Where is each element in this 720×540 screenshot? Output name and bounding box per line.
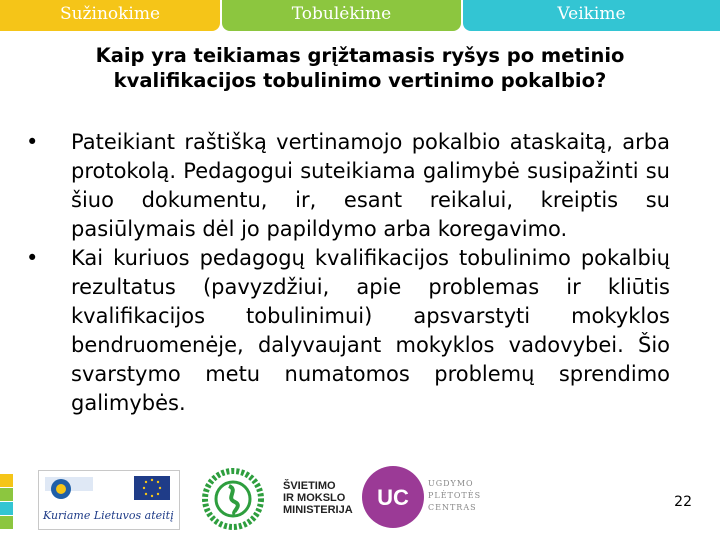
strip-block bbox=[0, 474, 13, 487]
ministry-logo bbox=[195, 468, 355, 530]
page-number: 22 bbox=[674, 494, 692, 510]
upc-line: UGDYMO bbox=[428, 479, 474, 488]
slide-title bbox=[60, 43, 660, 93]
upc-line: CENTRAS bbox=[428, 503, 477, 512]
bullet-item bbox=[26, 128, 670, 244]
bullet-text: Kai kuriuos pedagogų kvalifikacijos tobulinimo pokalbių rezultatus (pavyzdžiui, apie problemas ir kliūtis kvalifikacijos tobulinimui) apsvarstyti mokyklos bendruomenėje, dalyvaujant mokyklos vadovybei. Šio svarstymo metu numatomos problemų sprendimo galimybės. bbox=[71, 246, 670, 415]
strip-block bbox=[0, 516, 13, 529]
strip-block bbox=[0, 502, 13, 515]
ministry-emblem-icon bbox=[195, 468, 275, 530]
tab-suzinokime[interactable] bbox=[0, 0, 220, 31]
bullet-item bbox=[26, 244, 670, 418]
tab-veikime[interactable] bbox=[463, 0, 720, 31]
bullet-text: Pateikiant raštišką vertinamojo pokalbio ataskaitą, arba protokolą. Pedagogui suteikiama galimybė susipažinti su šiuo dokumentu, ir, esant reikalui, kreiptis su pasiūlymais dėl jo papildymo arba koregavimo. bbox=[71, 130, 670, 241]
esf-slogan: Kuriame Lietuvos ateitį bbox=[43, 509, 174, 522]
bullet-list bbox=[26, 128, 670, 418]
upc-logo bbox=[360, 464, 490, 532]
section-tabs bbox=[0, 0, 720, 31]
ministry-line: ŠVIETIMO bbox=[283, 480, 336, 492]
upc-emblem-icon bbox=[360, 464, 426, 530]
tab-tobulekime[interactable] bbox=[222, 0, 461, 31]
title-line-2: kvalifikacijos tobulinimo vertinimo pokalbio? bbox=[113, 69, 607, 92]
bullet-icon: • bbox=[26, 130, 39, 154]
ministry-line: MINISTERIJA bbox=[283, 504, 353, 516]
upc-line: PLĖTOTĖS bbox=[428, 491, 482, 500]
color-strip bbox=[0, 474, 13, 529]
svg-text:UC: UC bbox=[377, 485, 409, 510]
bullet-icon: • bbox=[26, 246, 39, 270]
title-line-1: Kaip yra teikiamas grįžtamasis ryšys po metinio bbox=[95, 44, 625, 67]
tab-label: Tobulėkime bbox=[291, 4, 392, 24]
strip-block bbox=[0, 488, 13, 501]
ministry-line: IR MOKSLO bbox=[283, 492, 346, 504]
esf-logo bbox=[38, 470, 180, 530]
tab-label: Veikime bbox=[557, 4, 626, 24]
tab-label: Sužinokime bbox=[59, 4, 161, 24]
